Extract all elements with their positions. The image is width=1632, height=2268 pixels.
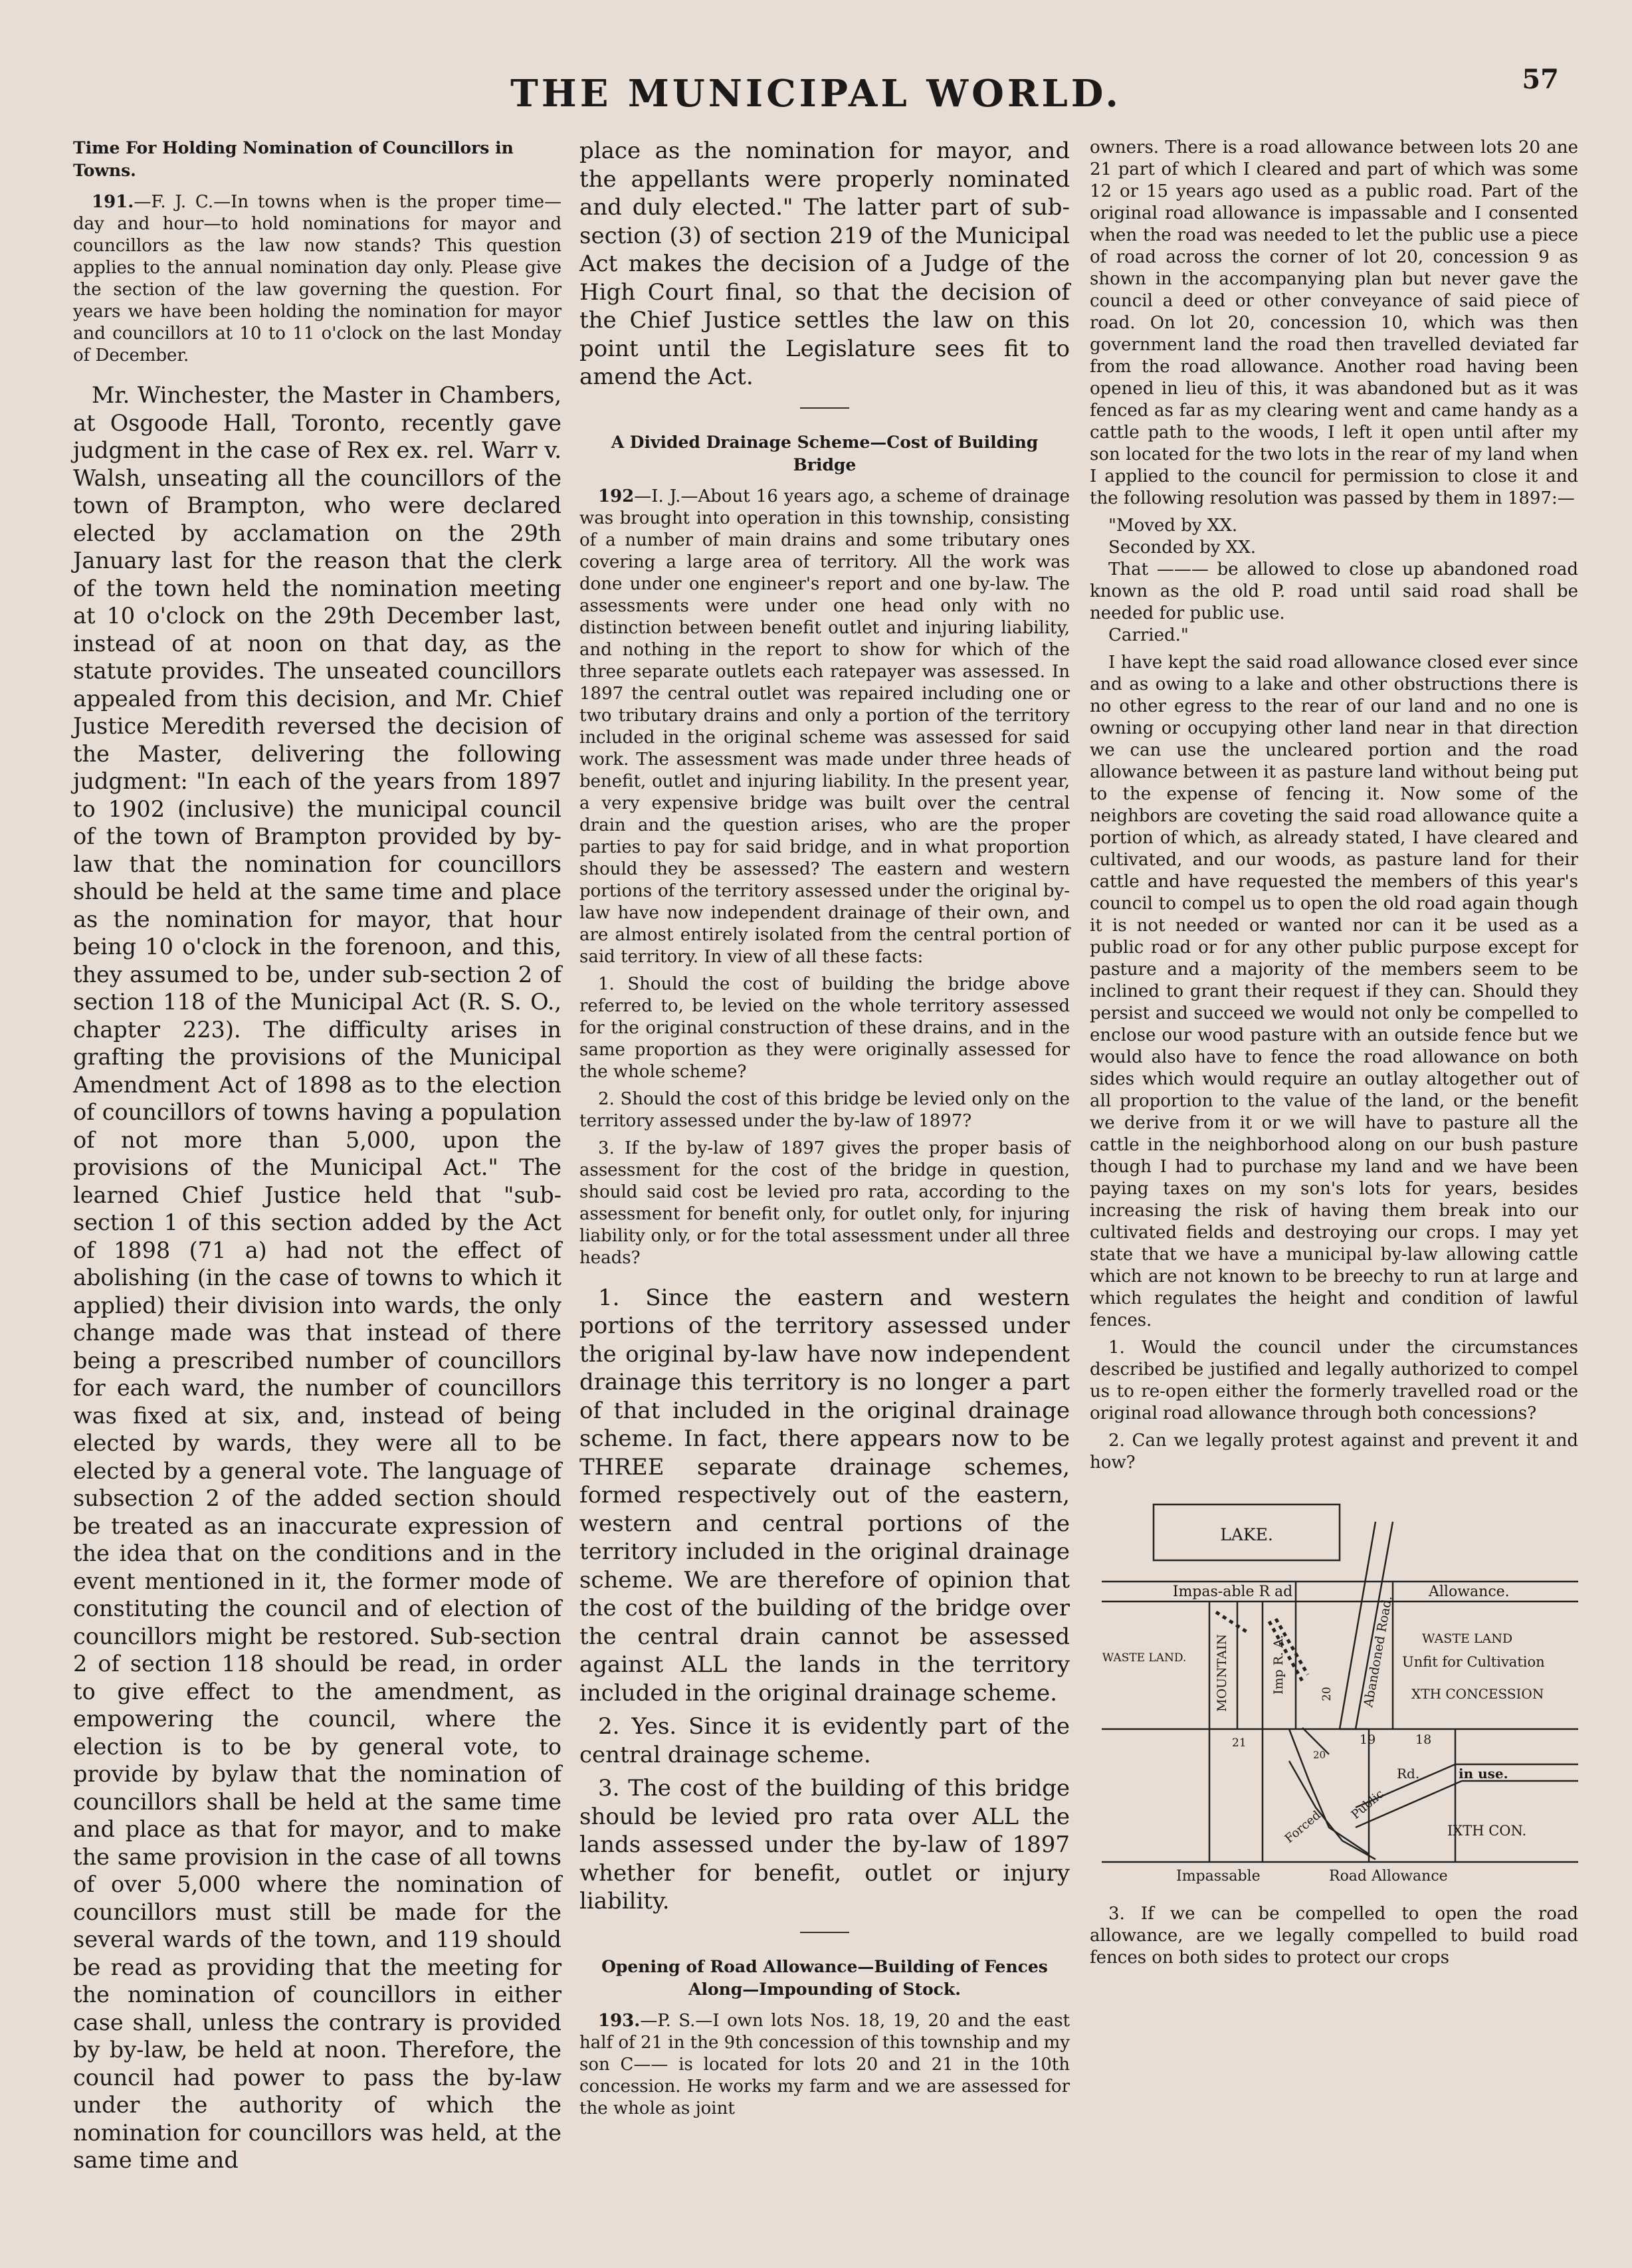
waste-land-left-text: WASTE LAND. — [1102, 1651, 1187, 1665]
lot-18-label: 18 — [1415, 1732, 1432, 1747]
article-heading-191: Time For Holding Nomination of Councillors in Towns. — [73, 138, 514, 180]
answer-191: Mr. Winchester, the Master in Chambers, at Osgoode Hall, Toronto, recently gave judgment in the case of Rex ex. rel. Warr v. Walsh, unseating all the councillors of the town of Brampton, who were declared elected by acclamation on the 29th January last for the reason that the clerk of the town held the nomination meeting at 10 o'clock on the 29th December last, instead of at noon on that day, as the statute provides. The unseated councillors appealed from this decision, and Mr. Chief Justice Meredith reversed the decision of the Master, delivering the following judgment: "In each of the years from 1897 to 1902 (inclusive) the municipal council of the town of Brampton provided by by-law that the nomination for councillors should be held at the same time and place as the nomination for mayor, that hour being 10 o'clock in the forenoon, and this, they assumed to be, under sub-section 2 of section 118 of the Municipal Act (R. S. O., chapter 223). The difficulty arises in grafting the provisions of the Municipal Amendment Act of 1898 as to the election of councillors of towns having a population of not more than 5,000, upon the provisions of the Municipal Act." The learned Chief Justice held that "sub-section 1 of this section added by the Act of 1898 (71 a) had not the effect of abolishing (in the case of towns to which it applied) their division into wards, the only change made was that instead of there being a prescribed number of councillors for each ward, the number of councillors was fixed at six, and, instead of being elected by wards, they were all to be elected by a general vote. The language of subsection 2 of the added section should be treated as an inaccurate expression of the idea that on the conditions and in the event mentioned in it, the former mode of constituting the council and of election of councillors might be restored. Sub-section 2 of section 118 should be read, in order to give effect to the amendment, as empowering the council, where the election is to be by general vote, to provide by bylaw that the nomination of councillors shall be held at the same time and place as that for mayor, and to make the same provision in the case of all towns of over 5,000 where the nomination of councillors must still be made for the several wards of the town, and 119 should be read as providing that the meeting for the nomination of councillors in either case shall, unless the contrary is provided by by-law, be held at noon. Therefore, the council had power to pass the by-law under the authority of which the nomination for councillors was held, at the same time and — [73, 382, 561, 2173]
answer-192-2: 2. Yes. Since it is evidently part of the central drainage scheme. — [579, 1713, 1070, 1768]
sub-question: 2. Should the cost of this bridge be levied only on the territory assessed under the by-law of 1897? — [579, 1088, 1070, 1131]
resolution-line: "Moved by XX. — [1108, 516, 1238, 536]
question-text: —I. J.—About 16 years ago, a scheme of drainage was brought into operation in this township, consisting of a number of main drains and some tributary ones covering a large area of territory. All the work was done under one engineer's report and one by-law. The assessments were under one head only with no distinction between benefit outlet and injuring liability, and nothing in the report to show for which of the three separate outlets each ratepayer was assessed. In 1897 the central outlet was repaired including one or two tributary drains and only a portion of the territory included in the original scheme was assessed for said work. The assessment was made under three heads of benefit, outlet and injuring liability. In the present year, a very expensive bridge was built over the central drain and the question arises, who are the proper parties to pay for said bridge, and in what proportion should they be assessed? The eastern and western portions of the territory assessed under the original by-law have now independent drainage of their own, and are almost entirely isolated from the central portion of said territory. In view of all these facts: — [579, 486, 1070, 967]
lot-20-label: 20 — [1313, 1749, 1326, 1761]
sub-question: 3. If the by-law of 1897 gives the proper basis of assessment for the cost of the bridge in question, should said cost be levied pro rata, according to the assessment for benefit only, for outlet only, for injuring liability only, or for the total assessment under all three heads? — [579, 1138, 1070, 1268]
mountain-label: MOUNTAIN — [1215, 1633, 1229, 1712]
rd-label: Rd. — [1397, 1766, 1420, 1782]
question-191 — [73, 191, 561, 367]
sub-question: 1. Would the council under the circumstances described be justified and legally authorized to compel us to re-open either the formerly travelled road or the original road allowance through both concessions? — [1090, 1338, 1578, 1423]
question-number: 191. — [92, 192, 134, 212]
question-193-continued: owners. There is a road allowance between lots 20 ane 21 part of which I cleared and part of which was some 12 or 15 years ago used as a public road. Part of the original road allowance is impassable and I consented when the road was needed to let the public use a piece of road across the corner of lot 20, concession 9 as shown in the accompanying plan but never gave the council a deed or other conveyance of said piece of road. On lot 20, concession 10, which was then government land the road then travelled deviated far from the road allowance. Another road having been opened in lieu of this, it was abandoned but as it was fenced as far as my clearing went and came handy as a cattle path to the woods, I left it open until after my son located for the two lots in the rear of my land when I applied to the council for permission to close it and the following resolution was passed by them in 1897:— — [1090, 138, 1578, 508]
question-192 — [579, 486, 1070, 968]
question-193 — [579, 2010, 1070, 2120]
question-text: —F. J. C.—In towns when is the proper time—day and hour—to hold nominations for mayor and councillors as the law now stands? This question applies to the annual nomination day only. Please give the section of the law governing the question. For years we have been holding the nomination for mayor and councillors at 10 to 11 o'clock on the last Monday of December. — [73, 192, 561, 365]
public-label: Public — [1348, 1787, 1387, 1822]
ixth-con-label: IXTH CON. — [1447, 1823, 1527, 1839]
question-text: —P. S.—I own lots Nos. 18, 19, 20 and the east half of 21 in the 9th concession of this township and my son C—— is located for lots 20 and 21 in the 10th concession. He works my farm and we are assessed for the whole as joint — [579, 2010, 1070, 2118]
in-use-label: in use. — [1459, 1766, 1508, 1782]
answer-192-1: 1. Since the eastern and western portions of the territory assessed under the original by-law have now independent drainage this territory is no longer a part of that included in the original drainage scheme. In fact, there appears now to be THREE separate drainage schemes, formed respectively out of the eastern, western and central portions of the territory included in the original drainage scheme. We are therefore of opinion that the cost of the building of the bridge over the central drain cannot be assessed against ALL the lands in the territory included in the original drainage scheme. — [579, 1284, 1070, 1706]
answer-191-continued: place as the nomination for mayor, and the appellants were properly nominated and duly elected." The latter part of sub-section (3) of section 219 of the Municipal Act makes the decision of a Judge of the High Court final, so that the decision of the Chief Justice settles the law on this point until the Legislature sees fit to amend the Act. — [579, 138, 1070, 390]
section-divider — [800, 1932, 849, 1933]
impassable-bottom-label: Impassable — [1176, 1868, 1261, 1885]
forced-label: Forced — [1282, 1808, 1324, 1846]
xth-concession-label: XTH CONCESSION — [1411, 1686, 1544, 1702]
column-2 — [579, 137, 1070, 2125]
lot-21-label: 21 — [1232, 1736, 1247, 1750]
final-question: 3. If we can be compelled to open the road allowance, are we legally compelled to build road fences on both sides to protect our crops — [1090, 1904, 1578, 1968]
article-heading-193: Opening of Road Allowance—Building of Fences Along—Impounding of Stock. — [601, 1956, 1048, 1999]
road-allowance-bottom-label: Road Allowance — [1329, 1868, 1448, 1885]
question-number: 193. — [598, 2010, 641, 2031]
question-number: 192 — [598, 486, 635, 506]
column-1 — [73, 137, 561, 2180]
imp-ra-label: Imp R. A. — [1271, 1635, 1286, 1695]
resolution-line: That ——— be allowed to close up abandoned road known as the old P. road until said road shall be needed for public use. — [1090, 560, 1578, 623]
sub-question: 1. Should the cost of building the bridge above referred to, be levied on the whole territory assessed for the original construction of these drains, and in the same proportion as they were originally assessed for the whole scheme? — [579, 974, 1070, 1082]
waste-land-left-label — [1102, 1651, 1187, 1665]
unfit-label: Unfit for Cultivation — [1402, 1654, 1545, 1670]
road-plan-diagram — [1090, 1495, 1578, 1887]
resolution-line: Carried." — [1108, 625, 1189, 645]
question-193-body: I have kept the said road allowance closed ever since and as owing to a lake and other obstructions there is no other egress to the rear of our land and no one is owning or occupying other land near in that direction we can use the uncleared portion and the road allowance between it as pasture land without being put to the expense of fencing it. Now some of the neighbors are coveting the said road allowance quite a portion of which, as already stated, I have cleared and cultivated, and our woods, as pasture land for their cattle and have requested the members of this year's council to compel us to open the old road again though it is not needed or wanted nor can it be used as a public road or for any other public purpose except for pasture and a majority of the members seem to be inclined to grant their request if they can. Should they persist and succeed we would not only be compelled to enclose our wood pasture with an outside fence but we would also have to fence the road allowance on both sides which would require an outlay altogether out of all proportion to the value of the land, or the benefit we derive from it or we will have to pasture all the cattle in the neighborhood along on our bush pasture though I had to purchase my land and we have been paying taxes on my son's lots for years, besides increasing the risk of having them break into our cultivated fields and destroying our crops. I may yet state that we have a municipal by-law allowing cattle which are not known to be breechy to run at large and which regulates the height and condition of lawful fences. — [1090, 653, 1578, 1330]
lake-label: LAKE. — [1220, 1525, 1273, 1544]
answer-192-3: 3. The cost of the building of this bridge should be levied pro rata over ALL the lands assessed under the by-law of 1897 whether for benefit, outlet or injury liability. — [579, 1775, 1070, 1914]
waste-land-right-label: WASTE LAND — [1422, 1631, 1513, 1646]
lot-19-label: 19 — [1360, 1732, 1376, 1747]
allowance-top-label: Allowance. — [1429, 1584, 1510, 1600]
resolution-line: Seconded by XX. — [1108, 538, 1256, 558]
lot-20-upper-label: 20 — [1320, 1687, 1334, 1701]
article-heading-192: A Divided Drainage Scheme—Cost of Building Bridge — [611, 432, 1039, 474]
sub-question: 2. Can we legally protest against and prevent it and how? — [1090, 1431, 1578, 1473]
column-3 — [1090, 137, 1578, 1974]
section-divider — [800, 407, 849, 409]
page-number: 57 — [1522, 64, 1559, 95]
abandoned-road-label: Abandoned Road. — [1361, 1594, 1395, 1708]
masthead-title: THE MUNICIPAL WORLD. — [510, 72, 1122, 116]
impassable-road-top-label: Impas-able R ad — [1172, 1584, 1293, 1600]
